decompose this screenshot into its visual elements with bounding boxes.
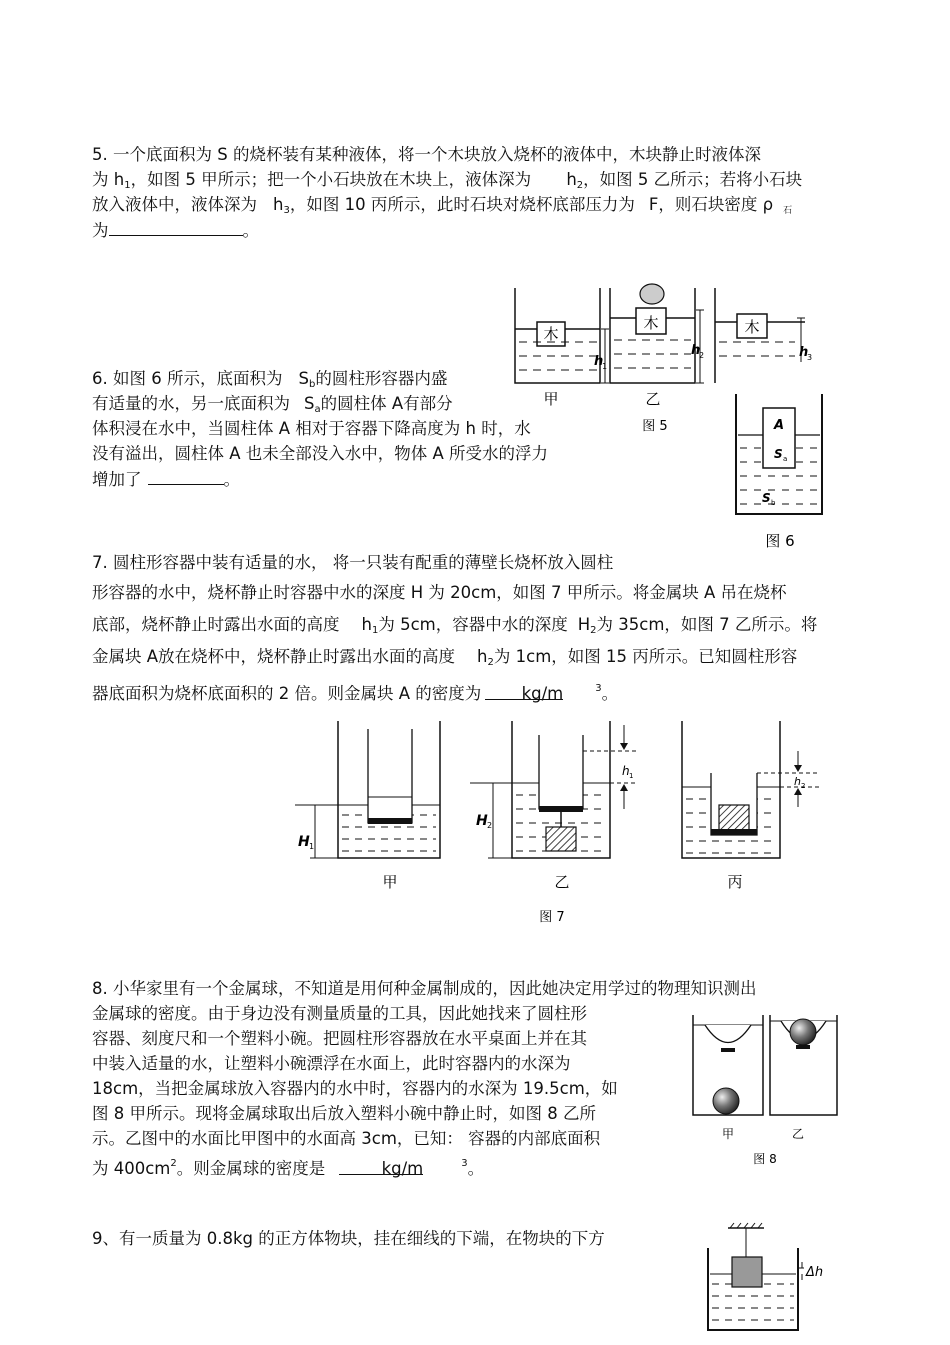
q8-line1: 8. 小华家里有一个金属球，不知道是用何种金属制成的，因此她决定用学过的物理知识测出	[92, 979, 757, 998]
svg-text:h: h	[594, 354, 604, 369]
svg-text:H: H	[476, 813, 488, 829]
svg-text:3: 3	[807, 353, 813, 362]
q6-line5: 增加了 。	[92, 470, 240, 489]
q8-answer-blank[interactable]: kg/m	[339, 1158, 423, 1175]
fig7-container-bing	[682, 721, 820, 891]
figure-9	[700, 1222, 840, 1334]
fig8-caption-jia: 甲	[721, 1127, 735, 1141]
q6-line4: 没有溢出，圆柱体 A 也未全部没入水中，物体 A 所受水的浮力	[92, 444, 549, 463]
q5-line4: 为 。	[92, 221, 259, 240]
q8-line6: 图 8 甲所示。现将金属球取出后放入塑料小碗中静止时，如图 8 乙所	[92, 1104, 596, 1123]
svg-text:1: 1	[602, 362, 608, 371]
q7-line5: 器底面积为烧杯底面积的 2 倍。则金属块 A 的密度为 kg/m $^3$。	[92, 683, 619, 703]
fig5-caption-jia: 甲	[543, 390, 559, 408]
q7-line3: 底部，烧杯静止时露出水面的高度 $h_1$为 5cm，容器中水的深度 $H_2$为 35cm，如图 7 乙所示。将	[92, 615, 818, 636]
fig8-container-yi	[770, 1015, 837, 1141]
q7-line1: 7. 圆柱形容器中装有适量的水， 将一只装有配重的薄壁长烧杯放入圆柱	[92, 553, 614, 572]
svg-text:h: h	[794, 775, 801, 788]
q6-line1: 6. 如图 6 所示，底面积为 $S_b$的圆柱形容器内盛	[92, 369, 448, 390]
q8-line2: 金属球的密度。由于身边没有测量质量的工具，因此她找来了圆柱形	[92, 1004, 587, 1023]
figure-8	[685, 1005, 855, 1175]
fig8-caption: 图 8	[753, 1152, 777, 1166]
fig5-caption: 图 5	[642, 419, 668, 434]
fig8-caption-yi: 乙	[791, 1127, 805, 1141]
q6-line2: 有适量的水，另一底面积为 $S_a$的圆柱体 A有部分	[92, 394, 453, 415]
svg-text:S: S	[762, 491, 771, 505]
svg-text:b: b	[771, 499, 776, 507]
q8-line4: 中装入适量的水，让塑料小碗漂浮在水面上，此时容器内的水深为	[92, 1054, 571, 1073]
q6-line3: 体积浸在水中，当圆柱体 A 相对于容器下降高度为 h 时，水	[92, 419, 531, 438]
q8-line3: 容器、刻度尺和一个塑料小碗。把圆柱形容器放在水平桌面上并在其	[92, 1029, 587, 1048]
svg-text:1: 1	[309, 842, 315, 851]
svg-text:1: 1	[629, 772, 634, 780]
svg-text:A: A	[773, 418, 785, 433]
fig7-caption-yi: 乙	[554, 873, 570, 891]
figure-7	[290, 715, 850, 930]
q7-answer-blank[interactable]: kg/m	[485, 683, 563, 700]
fig5-wood-label-1: 木	[543, 325, 559, 343]
fig5-caption-yi: 乙	[645, 390, 661, 408]
fig7-caption-bing: 丙	[727, 873, 743, 891]
fig6-caption: 图 6	[765, 532, 795, 550]
fig7-container-yi	[470, 721, 638, 891]
fig5-beaker-bing	[715, 288, 805, 383]
svg-text:h: h	[622, 764, 630, 778]
fig7-caption: 图 7	[539, 910, 565, 925]
svg-text:H: H	[298, 834, 310, 850]
fig7-container-jia	[295, 721, 440, 891]
fig8-container-jia	[693, 1015, 763, 1141]
q5-line1: 5. 一个底面积为 S 的烧杯装有某种液体，将一个木块放入烧杯的液体中，木块静止时液体深	[92, 145, 761, 164]
q8-line5: 18cm，当把金属球放入容器内的水中时，容器内的水深为 19.5cm，如	[92, 1079, 618, 1098]
svg-text:2: 2	[801, 782, 806, 790]
fig7-caption-jia: 甲	[382, 873, 398, 891]
figure-6	[730, 390, 830, 555]
svg-text:h: h	[691, 343, 701, 358]
q5-answer-blank[interactable]	[109, 219, 243, 236]
svg-text:a: a	[783, 455, 788, 463]
q8-line7: 示。乙图中的水面比甲图中的水面高 3cm，已知： 容器的内部底面积	[92, 1129, 601, 1148]
svg-text:木: 木	[643, 314, 659, 332]
q5-line2: 为 $h_1$，如图 5 甲所示；把一个小石块放在木块上，液体深为 $h_2$，如图 5 乙所示；若将小石块	[92, 170, 803, 191]
svg-text:h: h	[799, 345, 809, 360]
q7-line2: 形容器的水中，烧杯静止时容器中水的深度 H 为 20cm，如图 7 甲所示。将金属块 A 吊在烧杯	[92, 583, 787, 602]
q8-line8: 为 $400cm^2$。则金属球的密度是 kg/m $^3$。	[92, 1158, 485, 1178]
fig9-cube	[732, 1257, 762, 1287]
fig5-stone	[640, 284, 664, 304]
fig9-delta-h: Δh	[806, 1265, 824, 1280]
q9-line1: 9、有一质量为 0.8kg 的正方体物块，挂在细线的下端，在物块的下方	[92, 1229, 605, 1248]
svg-text:S: S	[774, 447, 783, 461]
q5-line3: 放入液体中，液体深为 $h_3$，如图 10 丙所示，此时石块对烧杯底部压力为 F，则石块密度 ρ $_石$	[92, 195, 793, 216]
q7-line4: 金属块 A放在烧杯中，烧杯静止时露出水面的高度 $h_2$为 1cm，如图 15 丙所示。已知圆柱形容	[92, 647, 798, 668]
q6-answer-blank[interactable]	[148, 468, 224, 485]
svg-text:木: 木	[744, 318, 760, 336]
svg-text:2: 2	[487, 821, 493, 830]
svg-text:2: 2	[699, 351, 705, 360]
